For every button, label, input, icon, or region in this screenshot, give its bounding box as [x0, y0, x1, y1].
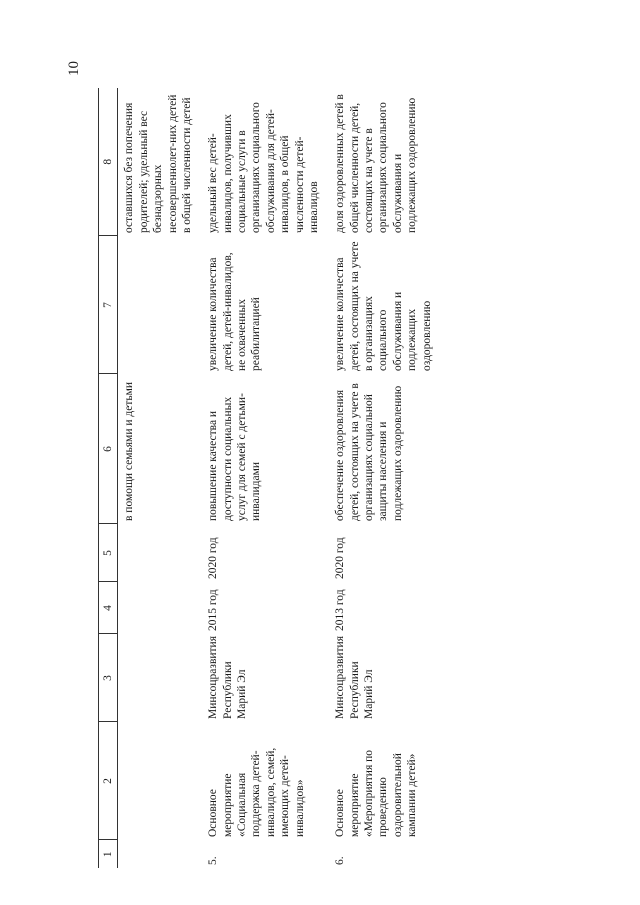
consequence [118, 236, 202, 374]
end-year: 2020 год [207, 537, 220, 579]
table-row [329, 88, 442, 868]
executor: Минсоцразвития Республики Марий Эл [207, 636, 248, 719]
consequence: увеличение количества детей, детей-инвалидов, не охваченных реабилитацией [207, 252, 263, 371]
expected-result: повышение качества и доступности социальных услуг для семей с детьми-инвалидами [207, 393, 263, 521]
column-header: 4 [99, 582, 118, 634]
end-year [118, 524, 202, 582]
event-name: Основное мероприятие «Мероприятия по проведению оздоровительной кампании детей» [334, 749, 419, 837]
indicator: удельный вес детей-инвалидов, получивших социальные услуги в организациях социального обслуживания для детей-инвалидов, в общей численности детей-инвалидов [207, 102, 320, 233]
indicator: оставшихся без попечения родителей; удельный вес безнадзорных несовершеннолет-них детей в общей численности детей [123, 94, 193, 233]
end-year: 2020 год [334, 537, 347, 579]
start-year: 2013 год [334, 589, 347, 631]
consequence: увеличение количества детей, состоящих на учете в организациях социального обслуживания и подлежащих оздоровлению [334, 241, 433, 371]
column-header: 2 [99, 722, 118, 840]
column-header: 8 [99, 88, 118, 236]
column-header: 5 [99, 524, 118, 582]
event-name: Основное мероприятие «Социальная поддержка детей-инвалидов, семей, имеющих детей-инвалидов» [207, 747, 306, 837]
rotated-table-wrapper [98, 88, 618, 868]
table-row [118, 88, 202, 868]
row-number: 6. [334, 856, 347, 865]
column-header: 6 [99, 374, 118, 524]
table-row [202, 88, 329, 868]
start-year [118, 582, 202, 634]
event-name [118, 722, 202, 840]
program-table [98, 88, 442, 868]
page-number: 10 [66, 61, 82, 76]
table-header-row [99, 88, 118, 868]
executor: Минсоцразвития Республики Марий Эл [334, 636, 375, 719]
column-header: 3 [99, 634, 118, 722]
row-number: 5. [207, 856, 220, 865]
indicator: доля оздоровленных детей в общей численности детей, состоящих на учете в организациях социального обслуживания и подлежащих оздоровлению [334, 94, 419, 233]
row-number [118, 840, 202, 868]
expected-result: в помощи семьями и детьми [123, 381, 136, 521]
executor [118, 634, 202, 722]
column-header: 7 [99, 236, 118, 374]
column-header: 1 [99, 840, 118, 868]
start-year: 2015 год [207, 589, 220, 631]
expected-result: обеспечение оздоровления детей, состоящих на учете в организациях социальной защиты населения и подлежащих оздоровлению [334, 383, 404, 521]
